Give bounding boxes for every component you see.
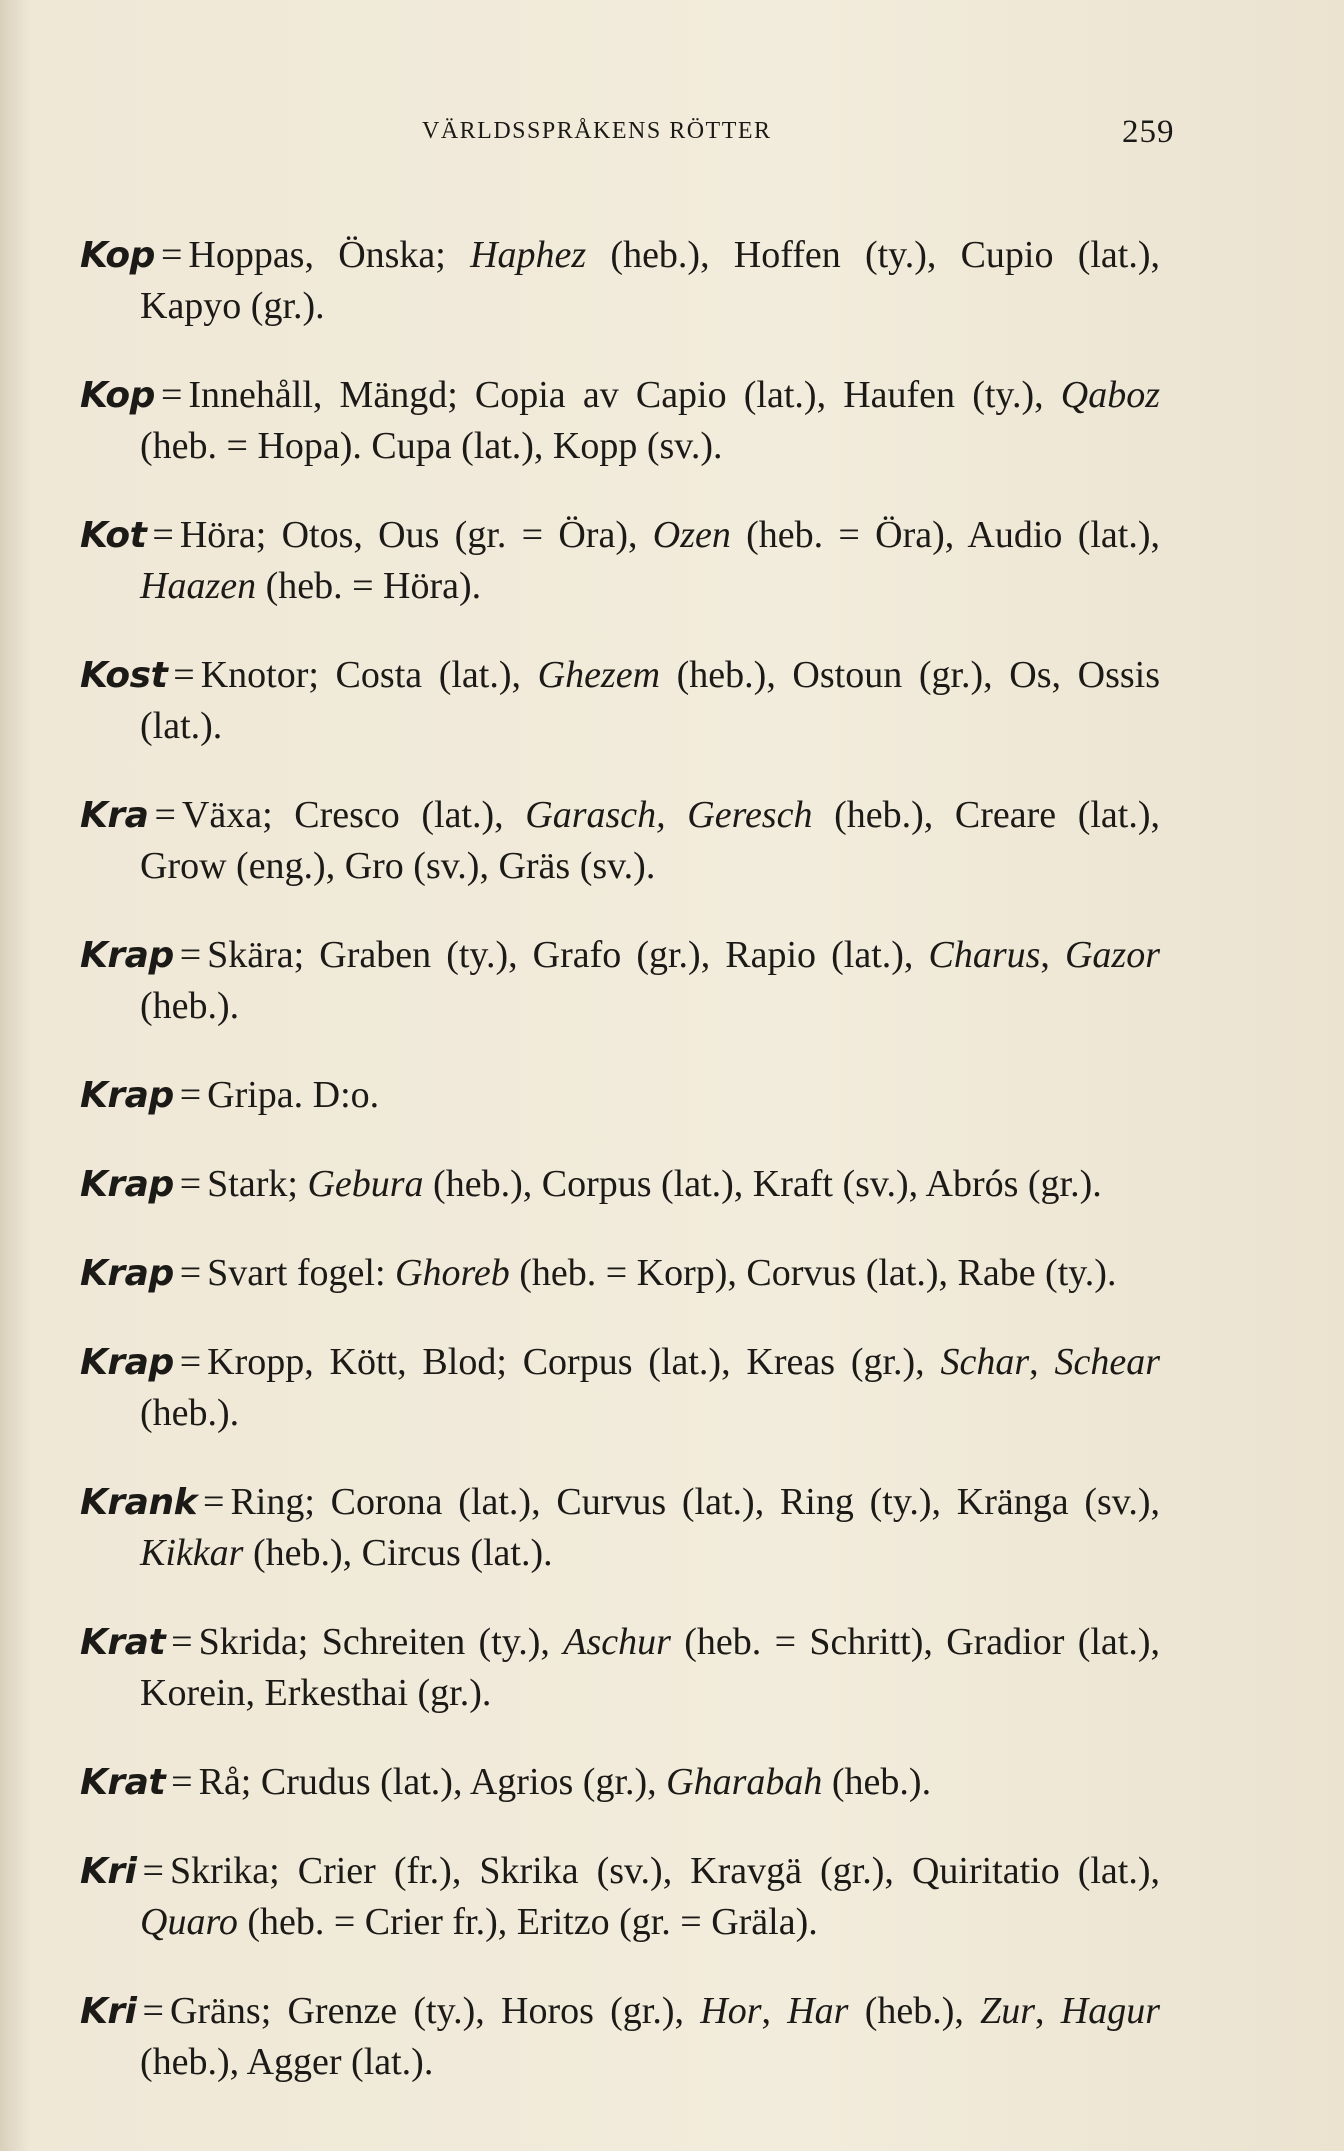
- dictionary-entries: [80, 192, 1160, 2109]
- equals-sign: =: [179, 1341, 202, 1383]
- equals-sign: =: [179, 1163, 202, 1205]
- hebrew-transliteration: Gazor: [1064, 934, 1161, 976]
- hebrew-transliteration: Ghoreb: [395, 1252, 510, 1294]
- dictionary-entry: [80, 1070, 1160, 1121]
- entry-text: Ring; Corona (lat.), Curvus (lat.), Ring (ty.), Kränga (sv.),: [230, 1481, 1160, 1523]
- equals-sign: =: [171, 1621, 193, 1663]
- entry-text: (heb.), Corpus (lat.), Kraft (sv.), Abrós (gr.).: [423, 1163, 1102, 1205]
- hebrew-transliteration: Zur: [980, 1990, 1036, 2032]
- entry-headword: Krat: [80, 1622, 166, 1663]
- entry-headword: Krank: [80, 1482, 198, 1523]
- equals-sign: =: [179, 934, 202, 976]
- entry-text: (heb. = Öra), Audio (lat.),: [730, 514, 1160, 556]
- hebrew-transliteration: Qaboz: [1060, 374, 1160, 416]
- hebrew-transliteration: Quaro: [140, 1901, 238, 1943]
- dictionary-entry: [80, 1159, 1160, 1210]
- entry-text: ,: [1029, 1341, 1055, 1383]
- entry-text: (heb. = Korp), Corvus (lat.), Rabe (ty.).: [509, 1252, 1117, 1294]
- hebrew-transliteration: Ozen: [652, 514, 731, 556]
- equals-sign: =: [171, 1761, 193, 1803]
- dictionary-entry: [80, 230, 1160, 332]
- entry-text: Skrika; Crier (fr.), Skrika (sv.), Kravgä (gr.), Quiritatio (lat.),: [169, 1850, 1160, 1892]
- entry-text: ,: [1040, 934, 1065, 976]
- entry-text: (heb.), Creare (lat.), Grow (eng.), Gro (sv.), Gräs (sv.).: [140, 794, 1161, 887]
- entry-headword: Krap: [80, 1164, 174, 1205]
- entry-text: (heb.).: [140, 1392, 240, 1434]
- hebrew-transliteration: Charus: [928, 934, 1041, 976]
- dictionary-entry: [80, 1846, 1160, 1948]
- entry-text: (heb.),: [848, 1990, 981, 2032]
- equals-sign: =: [142, 1850, 164, 1892]
- page-header: [0, 114, 1344, 158]
- equals-sign: =: [154, 794, 176, 836]
- entry-headword: Krap: [80, 935, 174, 976]
- dictionary-entry: [80, 930, 1160, 1032]
- hebrew-transliteration: Hagur: [1060, 1990, 1160, 2032]
- entry-text: (heb.).: [140, 985, 240, 1027]
- equals-sign: =: [160, 374, 183, 416]
- entry-text: (heb. = Crier fr.), Eritzo (gr. = Gräla).: [237, 1901, 818, 1943]
- dictionary-entry: [80, 650, 1160, 752]
- equals-sign: =: [179, 1252, 202, 1294]
- entry-headword: Krap: [80, 1253, 174, 1294]
- entry-text: Innehåll, Mängd; Copia av Capio (lat.), Haufen (ty.),: [188, 374, 1061, 416]
- entry-headword: Krap: [80, 1342, 174, 1383]
- dictionary-entry: [80, 1337, 1160, 1439]
- hebrew-transliteration: Haphez: [470, 234, 587, 276]
- entry-text: (heb.), Circus (lat.).: [243, 1532, 553, 1574]
- entry-text: Knotor; Costa (lat.),: [200, 654, 538, 696]
- dictionary-entry: [80, 1986, 1160, 2088]
- dictionary-entry: [80, 1248, 1160, 1299]
- entry-headword: Kri: [80, 1991, 137, 2032]
- dictionary-entry: [80, 790, 1160, 892]
- hebrew-transliteration: Ghezem: [537, 654, 661, 696]
- hebrew-transliteration: Hor: [700, 1990, 762, 2032]
- entry-text: (heb.), Agger (lat.).: [140, 2041, 434, 2083]
- entry-text: Växa; Cresco (lat.),: [181, 794, 526, 836]
- hebrew-transliteration: Schear: [1054, 1341, 1160, 1383]
- entry-headword: Kop: [80, 235, 155, 276]
- entry-text: ,: [1035, 1990, 1061, 2032]
- entry-headword: Krat: [80, 1762, 166, 1803]
- entry-text: (heb. = Hopa). Cupa (lat.), Kopp (sv.).: [140, 425, 723, 467]
- hebrew-transliteration: Garasch, Geresch: [525, 794, 813, 836]
- equals-sign: =: [152, 514, 174, 556]
- equals-sign: =: [179, 1074, 202, 1116]
- dictionary-entry: [80, 1617, 1160, 1719]
- entry-text: (heb.), Ostoun (gr.), Os, Ossis (lat.).: [140, 654, 1160, 747]
- equals-sign: =: [203, 1481, 225, 1523]
- entry-text: (heb.).: [822, 1761, 932, 1803]
- equals-sign: =: [160, 234, 183, 276]
- equals-sign: =: [142, 1990, 164, 2032]
- entry-text: Hoppas, Önska;: [188, 234, 471, 276]
- hebrew-transliteration: Schar: [940, 1341, 1030, 1383]
- hebrew-transliteration: Aschur: [563, 1621, 671, 1663]
- entry-headword: Kot: [80, 515, 147, 556]
- entry-text: ,: [761, 1990, 788, 2032]
- page-number: 259: [1122, 114, 1175, 150]
- entry-text: Skrida; Schreiten (ty.),: [198, 1621, 564, 1663]
- entry-headword: Kri: [80, 1851, 137, 1892]
- hebrew-transliteration: Gebura: [307, 1163, 424, 1205]
- entry-headword: Kop: [80, 375, 155, 416]
- dictionary-entry: [80, 1757, 1160, 1808]
- entry-text: (heb. = Höra).: [256, 565, 482, 607]
- entry-text: (heb. = Schritt), Gradior (lat.), Korein, Erkesthai (gr.).: [140, 1621, 1160, 1714]
- entry-text: Höra; Otos, Ous (gr. = Öra),: [179, 514, 653, 556]
- entry-text: Gräns; Grenze (ty.), Horos (gr.),: [169, 1990, 701, 2032]
- entry-text: Gripa. D:o.: [207, 1074, 380, 1116]
- dictionary-entry: [80, 510, 1160, 612]
- entry-text: Svart fogel:: [207, 1252, 396, 1294]
- entry-text: Skära; Graben (ty.), Grafo (gr.), Rapio (lat.),: [207, 934, 929, 976]
- entry-text: Stark;: [207, 1163, 308, 1205]
- dictionary-entry: [80, 370, 1160, 472]
- dictionary-entry: [80, 1477, 1160, 1579]
- entry-text: (heb.), Hoffen (ty.), Cupio (lat.), Kapyo (gr.).: [140, 234, 1160, 327]
- entry-headword: Kra: [80, 795, 149, 836]
- hebrew-transliteration: Haazen: [140, 565, 257, 607]
- equals-sign: =: [173, 654, 195, 696]
- hebrew-transliteration: Har: [787, 1990, 849, 2032]
- hebrew-transliteration: Kikkar: [140, 1532, 244, 1574]
- entry-text: Kropp, Kött, Blod; Corpus (lat.), Kreas (gr.),: [207, 1341, 941, 1383]
- entry-headword: Kost: [80, 655, 168, 696]
- entry-headword: Krap: [80, 1075, 174, 1116]
- running-title: VÄRLDSSPRÅKENS RÖTTER: [422, 118, 772, 144]
- entry-text: Rå; Crudus (lat.), Agrios (gr.),: [198, 1761, 667, 1803]
- hebrew-transliteration: Gharabah: [666, 1761, 823, 1803]
